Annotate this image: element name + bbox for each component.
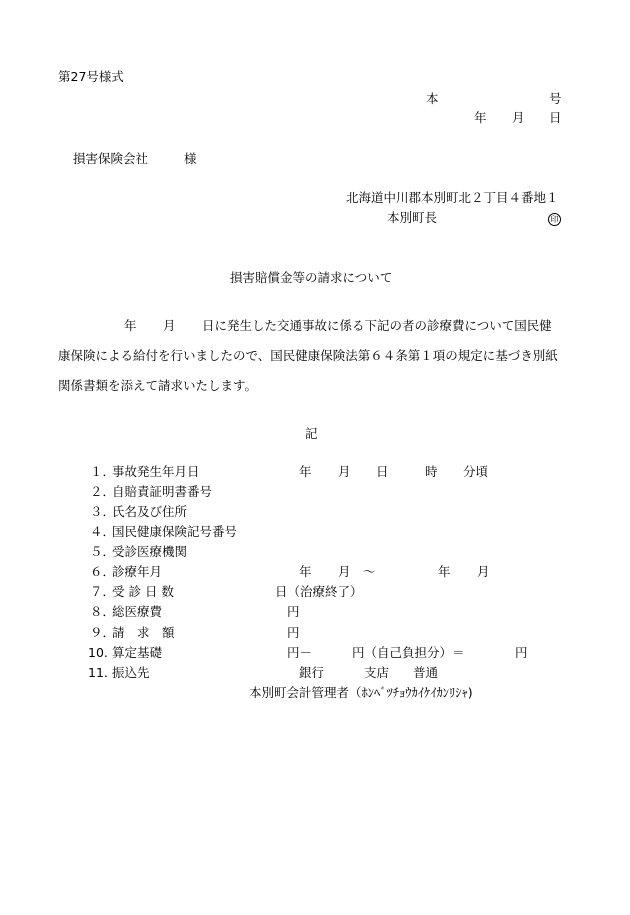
item-number: ３． — [90, 504, 116, 519]
item-number: 10. — [88, 645, 108, 660]
seal-mark: 印 — [548, 213, 561, 226]
item-label: 自賠責証明書番号 — [112, 484, 213, 499]
date-year: 年 — [474, 110, 487, 125]
item-label: 診療年月 — [112, 564, 163, 579]
item-number: ６． — [90, 564, 116, 579]
item-number: ８． — [90, 604, 116, 619]
item-self-pay: 円（自己負担分）＝ — [352, 645, 465, 660]
item-branch: 支店 — [364, 665, 390, 680]
item-hour: 時 — [425, 464, 438, 479]
item-label: 受 診 日 数 — [112, 584, 174, 599]
item-number: ２． — [90, 484, 116, 499]
body-line2: 康保険による給付を行いましたので、国民健康保険法第６４条第１項の規定に基づき別紙 — [58, 348, 558, 363]
item-value: 日（治療終了） — [275, 584, 363, 599]
document-number-hon: 本 — [426, 91, 439, 106]
item-year: 年 — [299, 464, 312, 479]
item-month-to: 月 — [477, 564, 490, 579]
body-year: 年 — [124, 318, 137, 333]
item-year-from: 年 — [299, 564, 312, 579]
addressee-company: 損害保険会社 — [73, 151, 149, 166]
item-label: 国民健康保険記号番号 — [112, 524, 238, 539]
sender-address: 北海道中川郡本別町北２丁目４番地１ — [346, 190, 559, 205]
item-label: 総医療費 — [112, 604, 163, 619]
item-bank: 銀行 — [299, 665, 325, 680]
item-number: 11. — [88, 665, 108, 680]
item-label: 受診医療機関 — [112, 544, 188, 559]
body-line1-rest: 日に発生した交通事故に係る下記の者の診療費について国民健 — [202, 318, 552, 333]
item-day: 日 — [376, 464, 389, 479]
item-label: 事故発生年月日 — [112, 464, 200, 479]
item-unit: 円 — [287, 604, 300, 619]
item-number: ４． — [90, 524, 116, 539]
item-month-from: 月 — [338, 564, 351, 579]
item-account-type: 普通 — [413, 665, 439, 680]
item-number: ５． — [90, 544, 116, 559]
item-base-amount: 円－ — [287, 645, 313, 660]
body-month: 月 — [163, 318, 176, 333]
item-month: 月 — [338, 464, 351, 479]
form-number: 第27号様式 — [58, 69, 124, 84]
body-line3: 関係書類を添えて請求いたします。 — [58, 378, 258, 393]
date-month: 月 — [512, 110, 525, 125]
item-unit: 円 — [287, 625, 300, 640]
item-label: 請 求 額 — [112, 625, 175, 640]
document-number-gou: 号 — [549, 91, 562, 106]
item-result: 円 — [515, 645, 528, 660]
item-label: 氏名及び住所 — [112, 504, 188, 519]
item-number: ９． — [90, 625, 116, 640]
item-label: 算定基礎 — [112, 645, 163, 660]
item-tilde: ～ — [363, 564, 376, 579]
ki-heading: 記 — [305, 426, 318, 441]
account-holder: 本別町会計管理者（ﾎﾝﾍﾞﾂﾁｮｳｶｲｹｲｶﾝﾘｼｬ) — [249, 685, 473, 700]
date-day: 日 — [549, 110, 562, 125]
item-label: 振込先 — [112, 665, 150, 680]
item-minute: 分頃 — [463, 464, 489, 479]
item-year-to: 年 — [438, 564, 451, 579]
addressee-sama: 様 — [184, 151, 197, 166]
subject: 損害賠償金等の請求について — [230, 270, 393, 285]
sender-title: 本別町長 — [387, 210, 438, 225]
item-number: ７． — [90, 584, 116, 599]
item-number: １． — [90, 464, 116, 479]
